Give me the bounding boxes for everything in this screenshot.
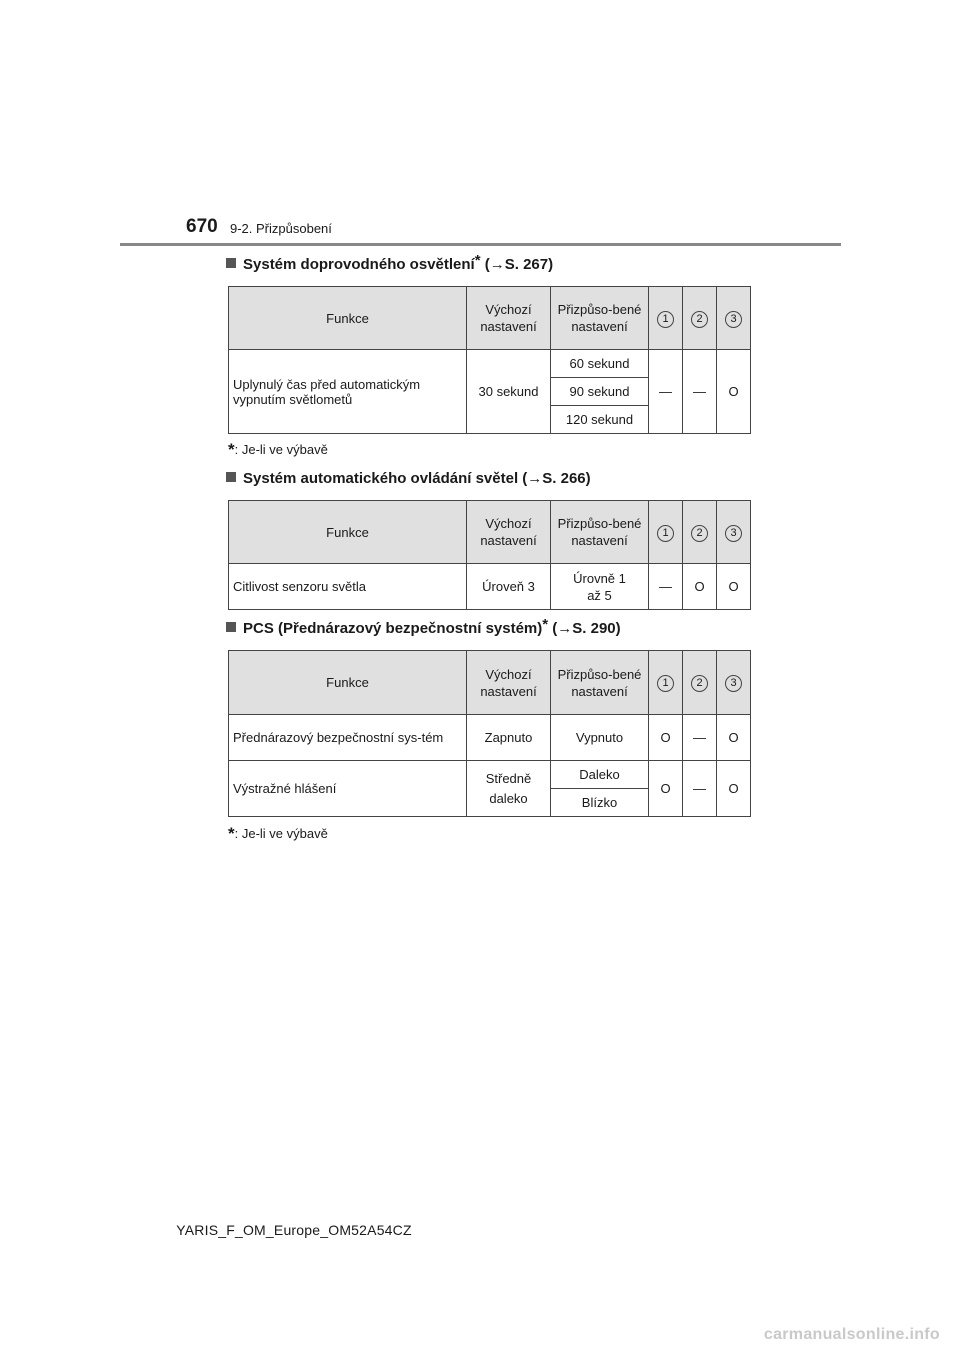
column-header-2 bbox=[683, 501, 717, 564]
section-reference: (→S. 266) bbox=[522, 470, 591, 487]
mark-cell-3: O bbox=[717, 715, 751, 761]
circled-3-icon: 3 bbox=[725, 525, 742, 542]
chapter-title: 9-2. Přizpůsobení bbox=[230, 221, 332, 236]
mark-cell-3: O bbox=[717, 564, 751, 610]
mark-cell-1: O bbox=[649, 715, 683, 761]
mark-cell-2: — bbox=[683, 761, 717, 817]
footnote-text: : Je-li ve výbavě bbox=[234, 442, 328, 457]
circled-1-icon: 1 bbox=[657, 525, 674, 542]
document-id: YARIS_F_OM_Europe_OM52A54CZ bbox=[176, 1222, 412, 1238]
settings-table-auto-light-control bbox=[228, 500, 751, 610]
column-header-default: Výchozí nastavení bbox=[467, 651, 551, 715]
section-title-text: Systém automatického ovládání světel bbox=[243, 470, 519, 487]
mark-cell-3: O bbox=[717, 761, 751, 817]
circled-2-icon: 2 bbox=[691, 675, 708, 692]
table-header-row bbox=[229, 287, 751, 350]
custom-cell: 120 sekund bbox=[551, 406, 649, 434]
table-row bbox=[229, 715, 751, 761]
column-header-3 bbox=[717, 287, 751, 350]
column-header-default: Výchozí nastavení bbox=[467, 501, 551, 564]
square-bullet-icon bbox=[226, 472, 236, 482]
default-cell: Úroveň 3 bbox=[467, 564, 551, 610]
column-header-2 bbox=[683, 651, 717, 715]
circled-1-icon: 1 bbox=[657, 311, 674, 328]
column-header-custom: Přizpůso-bené nastavení bbox=[551, 501, 649, 564]
mark-cell-1: O bbox=[649, 761, 683, 817]
column-header-default: Výchozí nastavení bbox=[467, 287, 551, 350]
mark-cell-2: — bbox=[683, 350, 717, 434]
column-header-1 bbox=[649, 501, 683, 564]
mark-cell-1: — bbox=[649, 564, 683, 610]
table-row bbox=[229, 564, 751, 610]
default-cell: 30 sekund bbox=[467, 350, 551, 434]
table-row bbox=[229, 761, 751, 789]
function-cell: Citlivost senzoru světla bbox=[229, 564, 467, 610]
mark-cell-2: O bbox=[683, 564, 717, 610]
mark-cell-3: O bbox=[717, 350, 751, 434]
settings-table-follow-me-home bbox=[228, 286, 751, 434]
header-divider bbox=[120, 243, 841, 246]
section-title-text: PCS (Přednárazový bezpečnostní systém) bbox=[243, 620, 543, 637]
default-cell: Zapnuto bbox=[467, 715, 551, 761]
asterisk-mark: * bbox=[228, 824, 235, 843]
circled-2-icon: 2 bbox=[691, 311, 708, 328]
section-title-follow-me-home bbox=[226, 252, 554, 273]
square-bullet-icon bbox=[226, 258, 236, 268]
custom-cell: Daleko bbox=[551, 761, 649, 789]
mark-cell-1: — bbox=[649, 350, 683, 434]
column-header-1 bbox=[649, 651, 683, 715]
column-header-function: Funkce bbox=[229, 501, 467, 564]
footnote bbox=[228, 824, 328, 844]
table-header-row bbox=[229, 501, 751, 564]
column-header-3 bbox=[717, 651, 751, 715]
circled-3-icon: 3 bbox=[725, 675, 742, 692]
function-cell: Výstražné hlášení bbox=[229, 761, 467, 817]
custom-cell: 60 sekund bbox=[551, 350, 649, 378]
table-header-row bbox=[229, 651, 751, 715]
circled-2-icon: 2 bbox=[691, 525, 708, 542]
circled-3-icon: 3 bbox=[725, 311, 742, 328]
column-header-custom: Přizpůso-bené nastavení bbox=[551, 651, 649, 715]
custom-cell: Vypnuto bbox=[551, 715, 649, 761]
footnote-text: : Je-li ve výbavě bbox=[234, 826, 328, 841]
section-title-text: Systém doprovodného osvětlení bbox=[243, 256, 475, 273]
column-header-function: Funkce bbox=[229, 651, 467, 715]
asterisk-mark: * bbox=[474, 252, 481, 269]
column-header-1 bbox=[649, 287, 683, 350]
page-number: 670 bbox=[186, 216, 218, 237]
asterisk-mark: * bbox=[228, 440, 235, 459]
column-header-function: Funkce bbox=[229, 287, 467, 350]
column-header-2 bbox=[683, 287, 717, 350]
column-header-custom: Přizpůso-bené nastavení bbox=[551, 287, 649, 350]
function-cell: Uplynulý čas před automatickým vypnutím světlometů bbox=[229, 350, 467, 434]
section-reference: (→S. 267) bbox=[484, 256, 554, 273]
asterisk-mark: * bbox=[542, 616, 549, 633]
column-header-3 bbox=[717, 501, 751, 564]
footnote bbox=[228, 440, 328, 460]
custom-cell: Blízko bbox=[551, 789, 649, 817]
mark-cell-2: — bbox=[683, 715, 717, 761]
watermark: carmanualsonline.info bbox=[763, 1326, 940, 1343]
section-reference: (→S. 290) bbox=[552, 620, 621, 637]
custom-cell: Úrovně 1 až 5 bbox=[551, 564, 649, 610]
default-cell: Středně daleko bbox=[467, 761, 551, 817]
square-bullet-icon bbox=[226, 622, 236, 632]
section-title-pcs bbox=[226, 616, 621, 637]
custom-cell: 90 sekund bbox=[551, 378, 649, 406]
section-title-auto-light-control bbox=[226, 470, 591, 487]
function-cell: Přednárazový bezpečnostní sys-tém bbox=[229, 715, 467, 761]
settings-table-pcs bbox=[228, 650, 751, 817]
table-row bbox=[229, 350, 751, 378]
document-footer bbox=[0, 1222, 960, 1238]
circled-1-icon: 1 bbox=[657, 675, 674, 692]
